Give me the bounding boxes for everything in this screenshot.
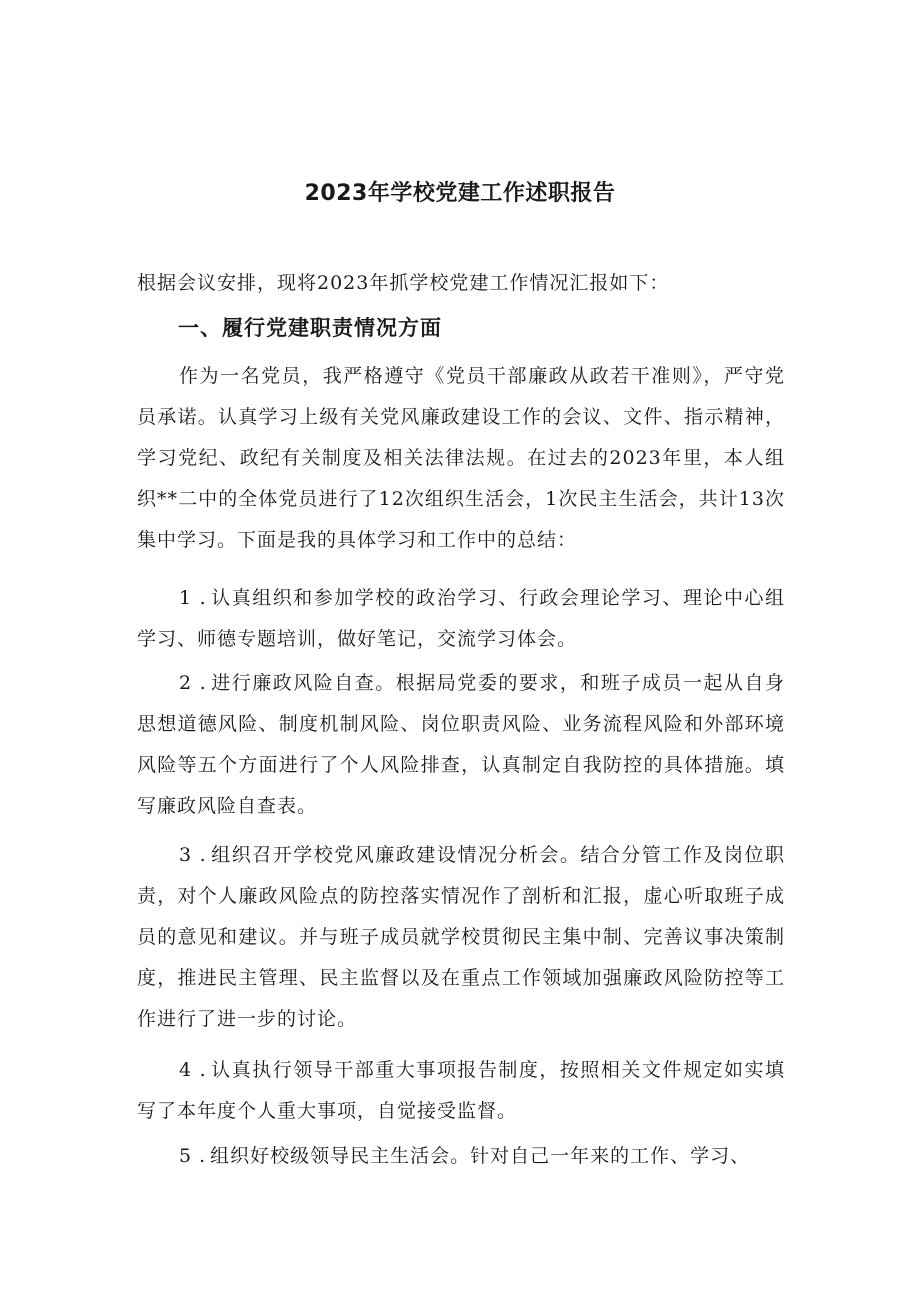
list-item-number: 1 . [179, 587, 207, 609]
list-item [137, 1136, 785, 1177]
section-heading: 一、履行党建职责情况方面 [178, 316, 442, 340]
list-item-text: 认真组织和参加学校的政治学习、行政会理论学习、理论中心组学习、师德专题培训，做好笔记，交流学习体会。 [137, 587, 785, 650]
list-item-text: 组织好校级领导民主生活会。针对自己一年来的工作、学习、 [210, 1145, 751, 1167]
list-item [137, 578, 785, 660]
list-item [137, 1050, 785, 1132]
list-item-number: 3 . [179, 844, 207, 866]
list-item-number: 5 . [179, 1145, 207, 1167]
list-item [137, 835, 785, 1040]
list-item-text: 进行廉政风险自查。根据局党委的要求，和班子成员一起从自身思想道德风险、制度机制风险、岗位职责风险、业务流程风险和外部环境风险等五个方面进行了个人风险排查，认真制定自我防控的具体措施。填写廉政风险自查表。 [137, 672, 785, 817]
list-item-number: 4 . [179, 1059, 207, 1081]
list-item-number: 2 . [179, 672, 207, 694]
document-title: 2023年学校党建工作述职报告 [304, 181, 616, 206]
list-item-text: 组织召开学校党风廉政建设情况分析会。结合分管工作及岗位职责，对个人廉政风险点的防控落实情况作了剖析和汇报，虚心听取班子成员的意见和建议。并与班子成员就学校贯彻民主集中制、完善议事决策制度，推进民主管理、民主监督以及在重点工作领域加强廉政风险防控等工作进行了进一步的讨论。 [137, 844, 785, 1030]
list-item [137, 663, 785, 827]
list-item-text: 认真执行领导干部重大事项报告制度，按照相关文件规定如实填写了本年度个人重大事项，自觉接受监督。 [137, 1059, 785, 1122]
intro-paragraph: 根据会议安排，现将2023年抓学校党建工作情况汇报如下： [137, 272, 670, 294]
body-paragraph: 作为一名党员，我严格遵守《党员干部廉政从政若干准则》，严守党员承诺。认真学习上级有关党风廉政建设工作的会议、文件、指示精神，学习党纪、政纪有关制度及相关法律法规。在过去的2023年里，本人组织**二中的全体党员进行了12次组织生活会，1次民主生活会，共计13次集中学习。下面是我的具体学习和工作中的总结： [137, 365, 785, 551]
